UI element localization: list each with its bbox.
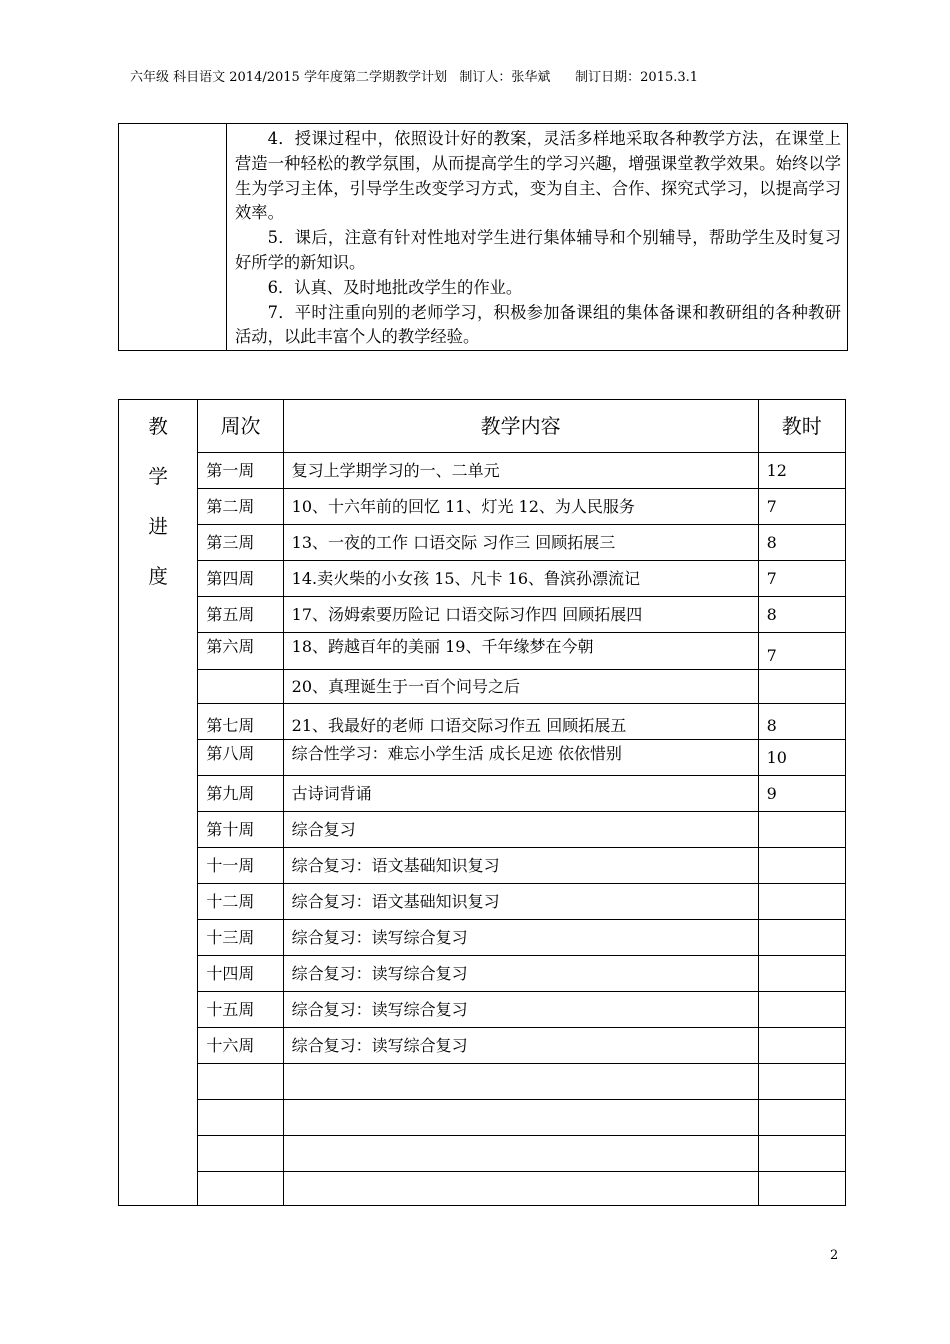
content-cell	[283, 1064, 758, 1100]
schedule-row	[119, 920, 846, 956]
schedule-row	[119, 956, 846, 992]
schedule-row	[119, 561, 846, 597]
schedule-row	[119, 812, 846, 848]
content-cell: 综合复习：读写综合复习	[283, 956, 758, 992]
schedule-row	[119, 489, 846, 525]
week-cell: 十四周	[198, 956, 283, 992]
content-cell: 复习上学期学习的一、二单元	[283, 453, 758, 489]
hours-cell	[758, 884, 845, 920]
schedule-row	[119, 670, 846, 704]
content-cell: 综合复习：语文基础知识复习	[283, 848, 758, 884]
hours-cell: 7	[758, 489, 845, 525]
content-cell: 综合复习：读写综合复习	[283, 920, 758, 956]
hours-cell	[758, 1100, 845, 1136]
methods-table	[118, 123, 848, 351]
week-cell: 第九周	[198, 776, 283, 812]
side-char: 度	[148, 565, 168, 588]
method-paragraph-4: 4．授课过程中，依照设计好的教案，灵活多样地采取各种教学方法，在课堂上营造一种轻松的教学氛围，从而提高学生的学习兴趣，增强课堂教学效果。始终以学生为学习主体，引导学生改变学习方式，变为自主、合作、探究式学习，以提高学习效率。	[235, 129, 841, 223]
page-number: 2	[830, 1248, 839, 1263]
week-cell: 第二周	[198, 489, 283, 525]
header-content: 教学内容	[283, 400, 758, 453]
hours-cell	[758, 920, 845, 956]
week-cell: 第十周	[198, 812, 283, 848]
schedule-row	[119, 848, 846, 884]
method-paragraph-7: 7．平时注重向别的老师学习，积极参加备课组的集体备课和教研组的各种教研活动，以此丰富个人的教学经验。	[235, 302, 841, 347]
hours-cell	[758, 1136, 845, 1172]
schedule-row	[119, 597, 846, 633]
schedule-row	[119, 884, 846, 920]
method-paragraph-5: 5．课后，注意有针对性地对学生进行集体辅导和个别辅导，帮助学生及时复习好所学的新知识。	[235, 228, 841, 272]
content-cell	[283, 1100, 758, 1136]
hours-cell	[758, 992, 845, 1028]
hours-cell	[758, 848, 845, 884]
hours-cell	[758, 1064, 845, 1100]
week-cell: 第三周	[198, 525, 283, 561]
content-cell: 21、我最好的老师 口语交际习作五 回顾拓展五	[283, 704, 758, 740]
week-cell: 第七周	[198, 704, 283, 740]
week-cell: 十五周	[198, 992, 283, 1028]
hours-cell: 12	[758, 453, 845, 489]
week-cell: 第六周	[198, 633, 283, 670]
schedule-row	[119, 1100, 846, 1136]
schedule-row	[119, 1028, 846, 1064]
hours-cell	[758, 812, 845, 848]
week-cell	[198, 670, 283, 704]
content-cell	[283, 1136, 758, 1172]
hours-cell: 8	[758, 597, 845, 633]
methods-content-cell	[227, 124, 848, 351]
content-cell: 18、跨越百年的美丽 19、千年缘梦在今朝	[283, 633, 758, 670]
schedule-row	[119, 1136, 846, 1172]
content-cell: 13、一夜的工作 口语交际 习作三 回顾拓展三	[283, 525, 758, 561]
content-cell: 10、十六年前的回忆 11、灯光 12、为人民服务	[283, 489, 758, 525]
hours-cell	[758, 1028, 845, 1064]
schedule-row	[119, 453, 846, 489]
content-cell: 综合复习：语文基础知识复习	[283, 884, 758, 920]
schedule-row	[119, 1172, 846, 1206]
schedule-table	[118, 399, 846, 1206]
schedule-row	[119, 633, 846, 670]
week-cell: 第四周	[198, 561, 283, 597]
content-cell: 综合复习：读写综合复习	[283, 992, 758, 1028]
schedule-row	[119, 992, 846, 1028]
methods-label-cell	[119, 124, 227, 351]
week-cell	[198, 1100, 283, 1136]
schedule-row	[119, 776, 846, 812]
week-cell: 第五周	[198, 597, 283, 633]
page-header: 六年级 科目语文 2014/2015 学年度第二学期教学计划 制订人：张华斌 制订日期：2015.3.1	[130, 70, 699, 85]
hours-cell: 10	[758, 740, 845, 776]
hours-cell: 7	[758, 561, 845, 597]
content-cell: 综合复习	[283, 812, 758, 848]
hours-cell: 7	[758, 633, 845, 670]
schedule-header-row	[119, 400, 846, 453]
week-cell	[198, 1136, 283, 1172]
week-cell: 十一周	[198, 848, 283, 884]
schedule-row	[119, 1064, 846, 1100]
schedule-row	[119, 704, 846, 740]
week-cell: 十三周	[198, 920, 283, 956]
hours-cell: 9	[758, 776, 845, 812]
content-cell: 17、汤姆索要历险记 口语交际习作四 回顾拓展四	[283, 597, 758, 633]
hours-cell: 8	[758, 525, 845, 561]
schedule-side-label	[119, 400, 198, 1206]
side-char: 进	[148, 515, 168, 538]
content-cell: 综合复习：读写综合复习	[283, 1028, 758, 1064]
hours-cell: 8	[758, 704, 845, 740]
content-cell	[283, 1172, 758, 1206]
week-cell: 第一周	[198, 453, 283, 489]
week-cell: 第八周	[198, 740, 283, 776]
content-cell: 14.卖火柴的小女孩 15、凡卡 16、鲁滨孙漂流记	[283, 561, 758, 597]
schedule-row	[119, 525, 846, 561]
content-cell: 20、真理诞生于一百个问号之后	[283, 670, 758, 704]
content-cell: 综合性学习：难忘小学生活 成长足迹 依依惜别	[283, 740, 758, 776]
method-paragraph-6: 6．认真、及时地批改学生的作业。	[267, 277, 523, 297]
schedule-row	[119, 740, 846, 776]
hours-cell	[758, 956, 845, 992]
content-cell: 古诗词背诵	[283, 776, 758, 812]
week-cell	[198, 1064, 283, 1100]
header-week: 周次	[198, 400, 283, 453]
hours-cell	[758, 1172, 845, 1206]
header-hours: 教时	[758, 400, 845, 453]
hours-cell	[758, 670, 845, 704]
week-cell	[198, 1172, 283, 1206]
week-cell: 十六周	[198, 1028, 283, 1064]
week-cell: 十二周	[198, 884, 283, 920]
side-char: 教	[148, 415, 168, 438]
side-char: 学	[148, 465, 168, 488]
